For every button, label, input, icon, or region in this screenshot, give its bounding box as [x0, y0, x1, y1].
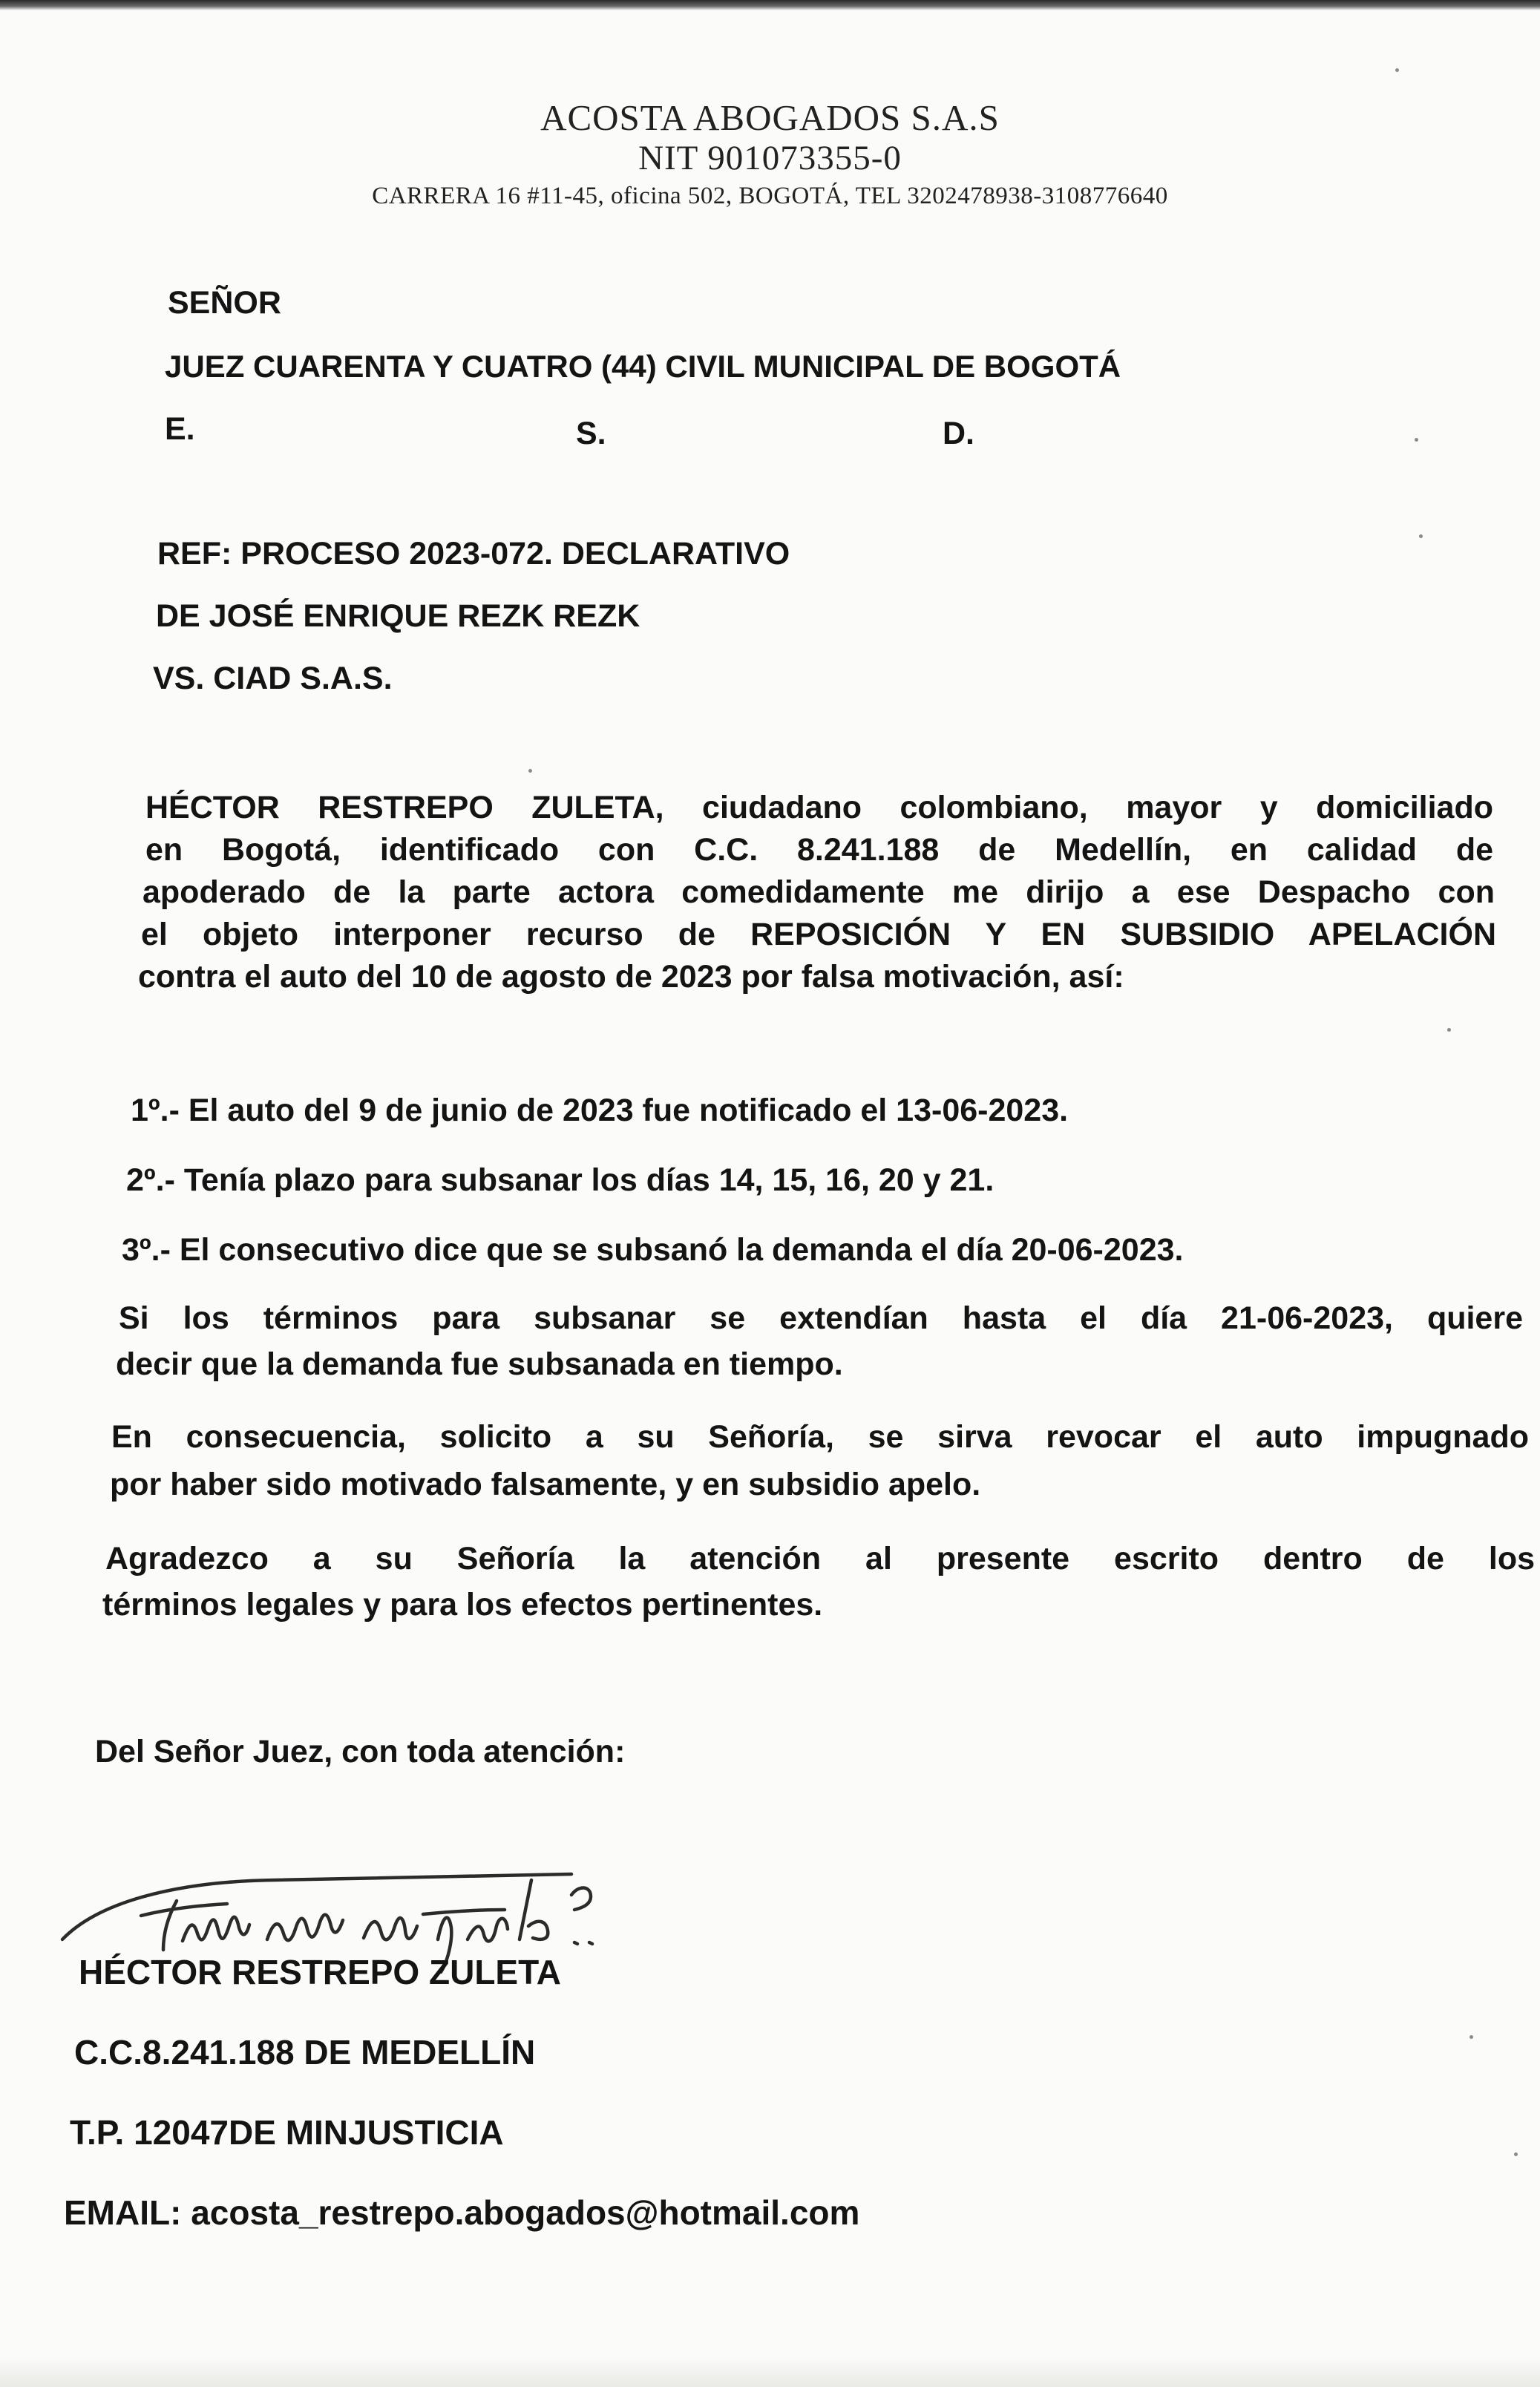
reference-line-3: VS. CIAD S.A.S.	[153, 661, 393, 696]
esd-s: S.	[576, 416, 606, 451]
scan-speck	[1395, 68, 1399, 72]
request-line-2: por haber sido motivado falsamente, y en subsidio apelo.	[110, 1467, 981, 1502]
intro-line-4: el objeto interponer recurso de REPOSICIÓN Y EN SUBSIDIO APELACIÓN	[141, 917, 1496, 952]
intro-line-2: en Bogotá, identificado con C.C. 8.241.188 de Medellín, en calidad de	[145, 832, 1493, 868]
point-2: 2º.- Tenía plazo para subsanar los días 14, 15, 16, 20 y 21.	[126, 1162, 995, 1198]
reference-line-1: REF: PROCESO 2023-072. DECLARATIVO	[157, 536, 790, 572]
argument-line-1: Si los términos para subsanar se extendían hasta el día 21-06-2023, quiere	[119, 1300, 1523, 1336]
signer-name: HÉCTOR RESTREPO ZULETA	[79, 1953, 561, 1991]
thanks-line-2: términos legales y para los efectos pertinentes.	[102, 1587, 823, 1623]
thanks-line-1: Agradezco a su Señoría la atención al presente escrito dentro de los	[105, 1541, 1535, 1576]
scan-speck	[1469, 2035, 1473, 2039]
point-1: 1º.- El auto del 9 de junio de 2023 fue notificado el 13-06-2023.	[131, 1093, 1069, 1128]
scan-bottom-edge	[0, 2357, 1540, 2387]
intro-line-3: apoderado de la parte actora comedidamente me dirijo a ese Despacho con	[142, 874, 1495, 910]
scan-speck	[1419, 534, 1423, 538]
salutation: SEÑOR	[168, 285, 281, 321]
signer-email-line	[64, 2193, 859, 2233]
request-line-1: En consecuencia, solicito a su Señoría, se sirva revocar el auto impugnado	[111, 1419, 1529, 1455]
court-name: JUEZ CUARENTA Y CUATRO (44) CIVIL MUNICIPAL DE BOGOTÁ	[165, 349, 1121, 384]
intro-line-1: HÉCTOR RESTREPO ZULETA, ciudadano colombiano, mayor y domiciliado	[145, 790, 1493, 825]
letterhead-address: CARRERA 16 #11-45, oficina 502, BOGOTÁ, TEL 3202478938-3108776640	[372, 183, 1168, 209]
scan-top-edge	[0, 0, 1540, 10]
signer-professional-card: T.P. 12047DE MINJUSTICIA	[70, 2113, 504, 2152]
scan-speck	[1514, 2152, 1518, 2156]
intro-line-5: contra el auto del 10 de agosto de 2023 por falsa motivación, así:	[138, 959, 1124, 995]
closing-line: Del Señor Juez, con toda atención:	[95, 1734, 626, 1769]
letterhead-company: ACOSTA ABOGADOS S.A.S	[540, 97, 1000, 138]
scan-speck	[528, 769, 532, 773]
point-3: 3º.- El consecutivo dice que se subsanó la demanda el día 20-06-2023.	[122, 1232, 1184, 1268]
esd-d: D.	[943, 416, 974, 451]
letterhead-nit: NIT 901073355-0	[638, 139, 902, 177]
reference-line-2: DE JOSÉ ENRIQUE REZK REZK	[156, 598, 640, 634]
esd-e: E.	[165, 411, 195, 447]
email-label: EMAIL:	[64, 2193, 182, 2232]
signer-id: C.C.8.241.188 DE MEDELLÍN	[74, 2033, 536, 2072]
scan-speck	[1415, 438, 1418, 442]
scan-speck	[1447, 1028, 1451, 1032]
email-address: acosta_restrepo.abogados@hotmail.com	[191, 2193, 860, 2232]
argument-line-2: decir que la demanda fue subsanada en tiempo.	[116, 1346, 843, 1382]
